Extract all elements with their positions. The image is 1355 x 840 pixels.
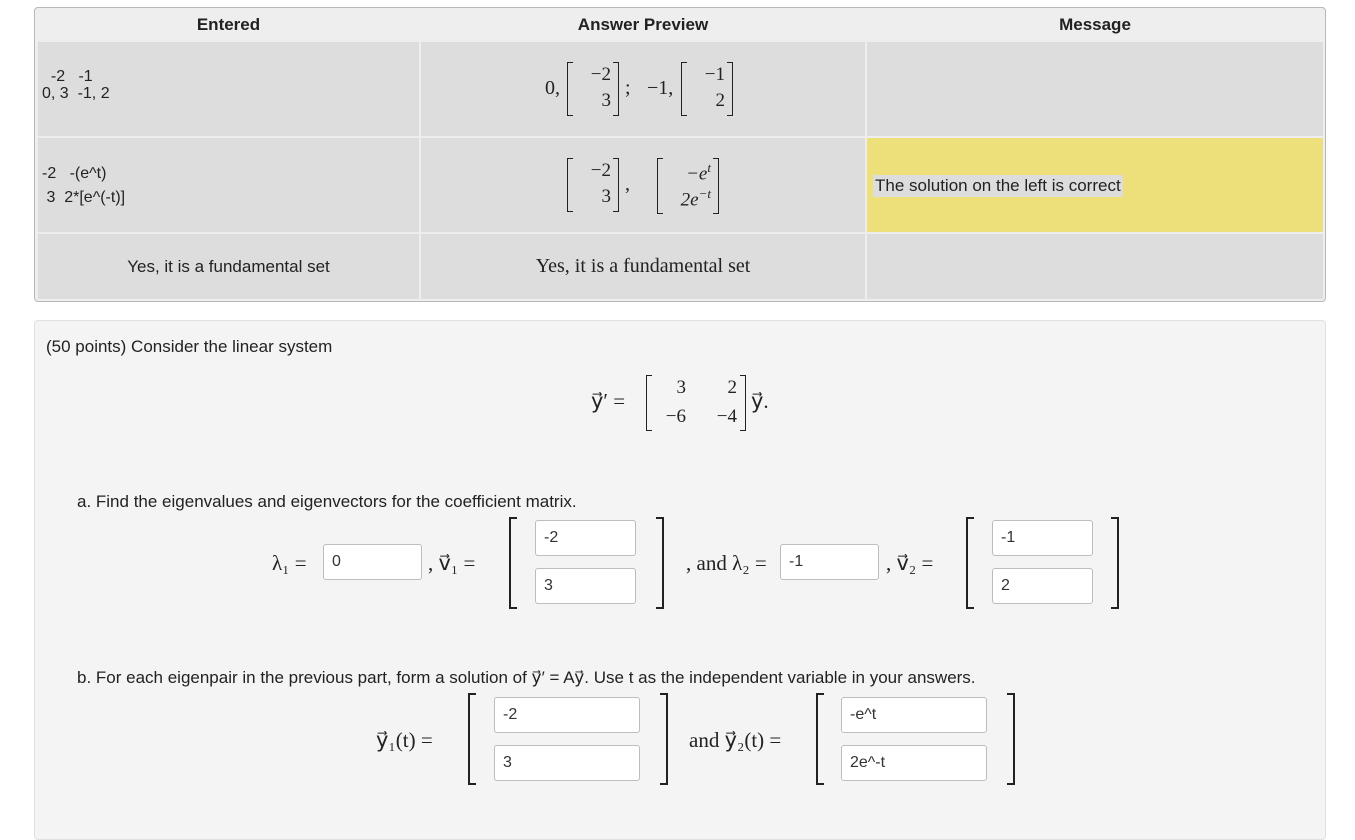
row2-entered-line2: 3 2*[e^(-t)] — [42, 189, 126, 206]
row1-preview-v2-matrix — [681, 62, 733, 116]
part-a-text: a. Find the eigenvalues and eigenvectors for the coefficient matrix. — [77, 492, 577, 511]
matrix-a12: 2 — [727, 377, 737, 398]
v1-label: , v⃗₁ = — [428, 551, 476, 575]
matrix-a22: −4 — [716, 406, 737, 427]
and-lambda2-label: , and λ₂ = — [686, 551, 767, 575]
results-table — [34, 7, 1326, 302]
problem-intro: (50 points) Consider the linear system — [46, 337, 333, 356]
v1-bracket-right — [656, 517, 664, 609]
row3-preview-text: Yes, it is a fundamental set — [535, 255, 751, 277]
header-entered: Entered — [38, 11, 419, 40]
row2-preview-y1-bottom: 3 — [601, 186, 611, 207]
row2-preview-y1-top: −2 — [590, 160, 611, 181]
row2-entered-line1: -2 -(e^t) — [42, 165, 107, 182]
system-lhs: y⃗′ = — [591, 389, 626, 413]
header-answer-preview: Answer Preview — [421, 11, 865, 40]
v1-bracket-left — [509, 517, 517, 609]
row3-message — [867, 234, 1323, 299]
lambda2-input[interactable] — [780, 544, 879, 580]
y2-bracket-left — [816, 693, 824, 785]
row3-entered — [38, 234, 419, 299]
row1-preview-v2-top: −1 — [704, 64, 725, 85]
row2-entered — [38, 138, 419, 232]
matrix-a11: 3 — [676, 377, 686, 398]
row1-preview-v2-bottom: 2 — [715, 90, 725, 111]
row1-preview-v1-bottom: 3 — [601, 90, 611, 111]
row2-preview-y1-matrix — [567, 158, 619, 212]
and-y2-label: and y⃗₂(t) = — [689, 728, 782, 752]
system-rhs: y⃗. — [751, 389, 769, 413]
v2-bottom-input[interactable] — [992, 568, 1093, 604]
row1-message — [867, 42, 1323, 136]
y1-bracket-right — [660, 693, 668, 785]
lambda1-label: λ₁ = — [272, 551, 307, 575]
row1-preview-lambda1: 0, — [545, 77, 560, 99]
problem-panel — [34, 320, 1326, 840]
row3-preview — [421, 234, 865, 299]
v2-bracket-right — [1111, 517, 1119, 609]
row1-preview-lambda2: −1, — [647, 77, 674, 99]
y1-top-input[interactable] — [494, 697, 640, 733]
row1-entered-line1: -2 -1 — [42, 68, 93, 85]
row2-preview-y2-matrix — [657, 158, 719, 214]
row1-entered-line2: 0, 3 -1, 2 — [42, 85, 110, 102]
y2-bracket-right — [1007, 693, 1015, 785]
v1-bottom-input[interactable] — [535, 568, 636, 604]
row1-preview-v1-matrix — [567, 62, 619, 116]
v2-label: , v⃗₂ = — [886, 551, 934, 575]
row1-preview-v1-top: −2 — [590, 64, 611, 85]
y1-bottom-input[interactable] — [494, 745, 640, 781]
y1-label: y⃗₁(t) = — [376, 728, 433, 752]
row1-preview — [421, 42, 865, 136]
row2-preview-comma: , — [625, 173, 630, 195]
correct-message: The solution on the left is correct — [875, 176, 1121, 195]
coefficient-matrix — [646, 375, 746, 431]
row1-preview-separator: ; — [625, 77, 631, 99]
v2-top-input[interactable] — [992, 520, 1093, 556]
row2-preview-y2-top: $-e^t$ — [686, 160, 711, 185]
row1-entered — [38, 42, 419, 136]
y2-bottom-input[interactable] — [841, 745, 987, 781]
matrix-a21: −6 — [665, 406, 686, 427]
row2-preview-y2-bottom: $2e^{-t}$ — [680, 186, 711, 211]
row2-preview — [421, 138, 865, 232]
lambda1-input[interactable] — [323, 544, 422, 580]
header-message: Message — [867, 11, 1323, 40]
y2-top-input[interactable] — [841, 697, 987, 733]
v1-top-input[interactable] — [535, 520, 636, 556]
row3-entered-text: Yes, it is a fundamental set — [127, 256, 330, 276]
part-b-text: b. For each eigenpair in the previous part, form a solution of y⃗′ = Ay⃗. Use t as the independent variable in your answers. — [77, 668, 976, 687]
v2-bracket-left — [966, 517, 974, 609]
y1-bracket-left — [468, 693, 476, 785]
row2-message — [867, 138, 1323, 232]
